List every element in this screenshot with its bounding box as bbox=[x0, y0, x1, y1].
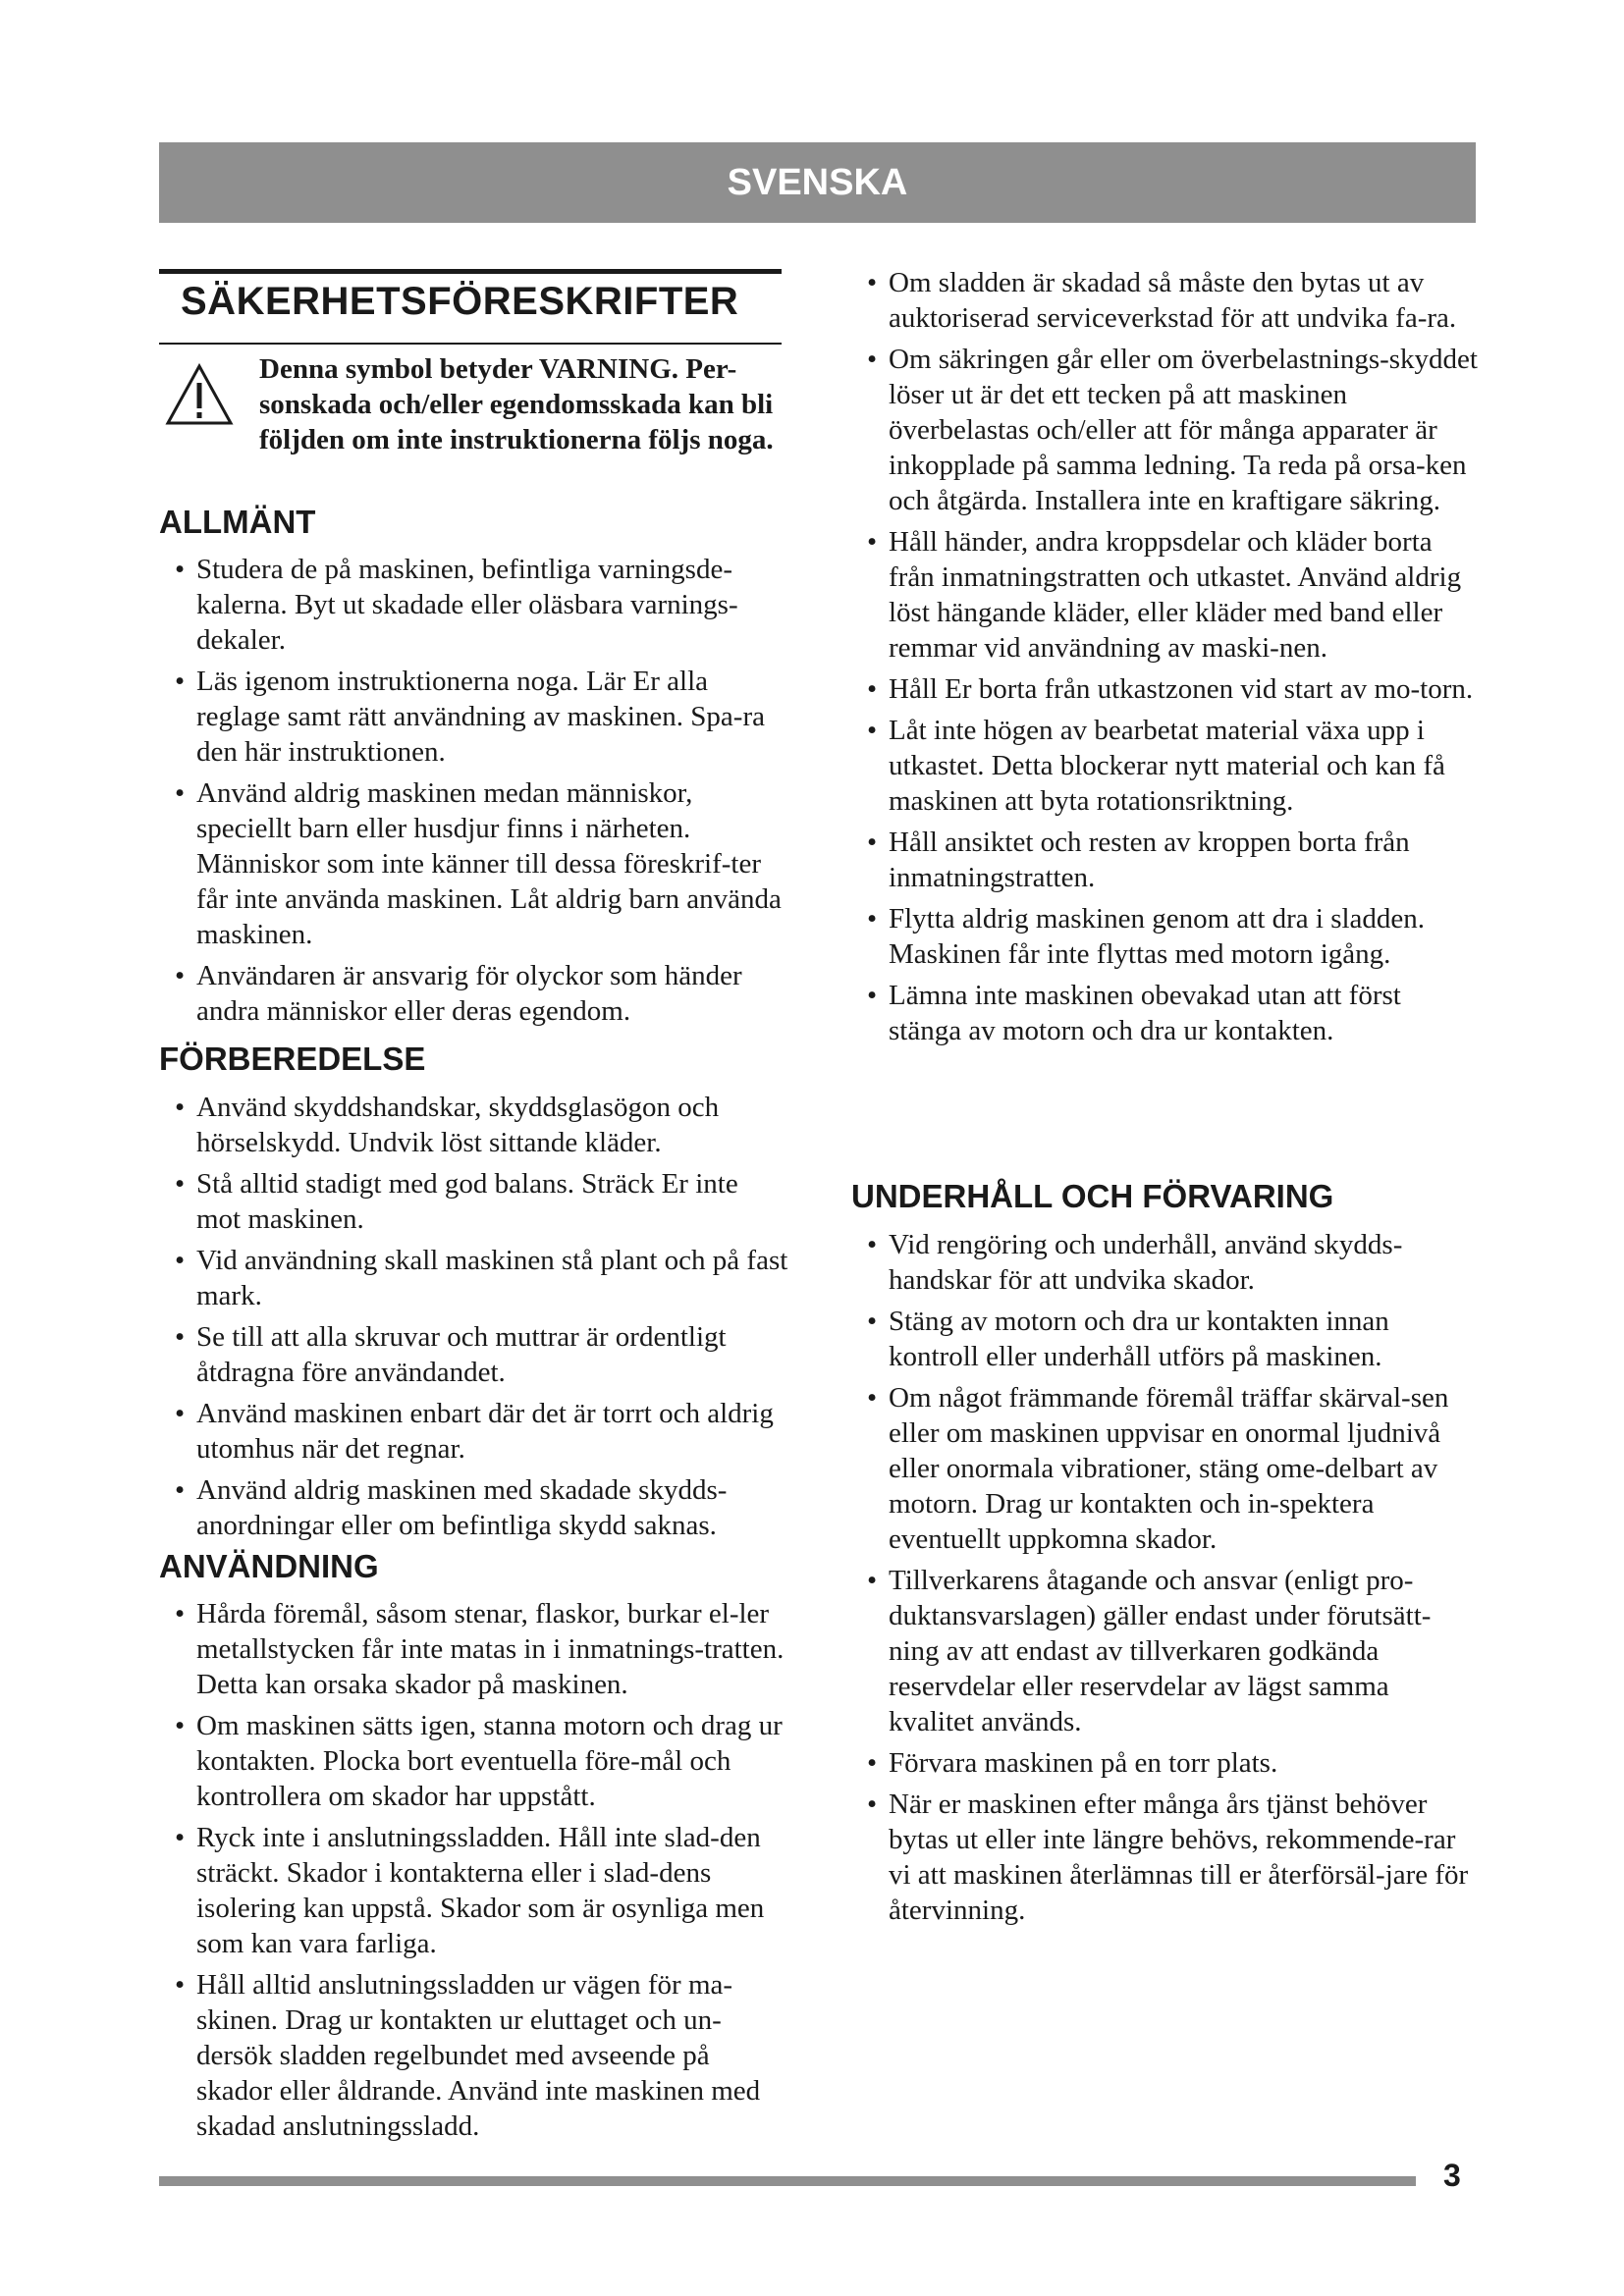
list-item: • Se till att alla skruvar och muttrar är ordentligt åtdragna före användandet. bbox=[175, 1321, 727, 1388]
footer-rule bbox=[159, 2176, 1416, 2186]
list-item: • Om säkringen går eller om överbelastnings-skyddet löser ut är det ett tecken på att maskinen överbelastas och/eller att för många apparater är inkopplade på samma ledning. Ta reda på orsa-ken och åtgärda. Installera inte en kraftigare säkring. bbox=[867, 344, 1478, 516]
list-anvandning bbox=[159, 1596, 789, 2150]
section-heading-underhall: UNDERHÅLL OCH FÖRVARING bbox=[851, 1178, 1334, 1214]
list-item: • Använd skyddshandskar, skyddsglasögon och hörselskydd. Undvik löst sittande kläder. bbox=[175, 1092, 720, 1158]
language-banner bbox=[159, 142, 1591, 223]
list-forberedelse bbox=[159, 1090, 789, 1549]
section-heading-allmant: ALLMÄNT bbox=[159, 504, 316, 540]
list-item: • Tillverkarens åtagande och ansvar (enligt pro-duktansvarslagen) gäller endast under förutsätt-ning av att endast av tillverkaren godkända reservdelar eller reservdelar av lägst samma kvalitet används. bbox=[867, 1565, 1432, 1737]
section-heading-anvandning: ANVÄNDNING bbox=[159, 1548, 379, 1584]
list-anvandning-continued bbox=[851, 265, 1480, 1054]
list-item: • Om maskinen sätts igen, stanna motorn och drag ur kontakten. Plocka bort eventuella före-mål och kontrollera om skador har uppstått. bbox=[175, 1710, 783, 1812]
list-item: • Förvara maskinen på en torr plats. bbox=[867, 1747, 1278, 1779]
list-item: • Studera de på maskinen, befintliga varningsde-kalerna. Byt ut skadade eller oläsbara varnings-dekaler. bbox=[175, 554, 738, 656]
banner-title: SVENSKA bbox=[727, 162, 908, 203]
page-number: 3 bbox=[1443, 2158, 1461, 2193]
list-item: • Låt inte högen av bearbetat material växa upp i utkastet. Detta blockerar nytt material och kan få maskinen att byta rotationsriktning. bbox=[867, 715, 1445, 817]
list-item: • Håll händer, andra kroppsdelar och kläder borta från inmatningstratten och utkastet. Använd aldrig löst hängande kläder, eller kläder med band eller remmar vid användning av maski-nen. bbox=[867, 526, 1462, 664]
list-item: • Stäng av motorn och dra ur kontakten innan kontroll eller underhåll utförs på maskinen. bbox=[867, 1306, 1389, 1372]
list-item: • Använd maskinen enbart där det är torrt och aldrig utomhus när det regnar. bbox=[175, 1398, 774, 1465]
list-item: • Läs igenom instruktionerna noga. Lär Er alla reglage samt rätt användning av maskinen. Spa-ra den här instruktionen. bbox=[175, 666, 765, 768]
list-item: • Användaren är ansvarig för olyckor som händer andra människor eller deras egendom. bbox=[175, 960, 742, 1027]
warning-triangle-icon bbox=[165, 363, 234, 426]
page-title: SÄKERHETSFÖRESKRIFTER bbox=[181, 280, 739, 323]
warning-text: Denna symbol betyder VARNING. Per-sonskada och/eller egendomsskada kan bli följden om inte instruktionerna följs noga. bbox=[259, 353, 774, 455]
list-item: • Lämna inte maskinen obevakad utan att först stänga av motorn och dra ur kontakten. bbox=[867, 980, 1401, 1046]
list-item: • Håll Er borta från utkastzonen vid start av mo-torn. bbox=[867, 673, 1474, 705]
list-item: • Ryck inte i anslutningssladden. Håll inte slad-den sträckt. Skador i kontakterna eller i slad-dens isolering kan uppstå. Skador som är osynliga men som kan vara farliga. bbox=[175, 1822, 765, 1959]
list-item: • Använd aldrig maskinen medan människor, speciellt barn eller husdjur finns i närheten. Människor som inte känner till dessa föreskrif-ter får inte använda maskinen. Låt aldrig barn använda maskinen. bbox=[175, 777, 782, 950]
list-item: • Vid rengöring och underhåll, använd skydds-handskar för att undvika skador. bbox=[867, 1229, 1403, 1296]
list-item: • Om något främmande föremål träffar skärval-sen eller om maskinen uppvisar en onormal ljudnivå eller onormala vibrationer, stäng ome-delbart av motorn. Drag ur kontakten och in-spektera eventuellt uppkomna skador. bbox=[867, 1382, 1449, 1555]
list-item: • Håll ansiktet och resten av kroppen borta från inmatningstratten. bbox=[867, 827, 1410, 893]
main-title-box bbox=[159, 269, 782, 345]
list-item: • Flytta aldrig maskinen genom att dra i sladden. Maskinen får inte flyttas med motorn igång. bbox=[867, 903, 1426, 970]
list-item: • Vid användning skall maskinen stå plant och på fast mark. bbox=[175, 1245, 788, 1311]
list-allmant bbox=[159, 552, 789, 1035]
list-item: • Om sladden är skadad så måste den bytas ut av auktoriserad serviceverkstad för att undvika fa-ra. bbox=[867, 267, 1457, 334]
list-underhall bbox=[851, 1227, 1480, 1934]
warning-notice bbox=[159, 351, 787, 499]
list-item: • Håll alltid anslutningssladden ur vägen för ma-skinen. Drag ur kontakten ur eluttaget och un-dersök sladden regelbundet med avseende på skador eller åldrande. Använd inte maskinen med skadad anslutningssladd. bbox=[175, 1969, 761, 2142]
list-item: • När er maskinen efter många års tjänst behöver bytas ut eller inte längre behövs, rekommende-rar vi att maskinen återlämnas till er återförsäl-jare för återvinning. bbox=[867, 1789, 1469, 1926]
list-item: • Hårda föremål, såsom stenar, flaskor, burkar el-ler metallstycken får inte matas in i inmatnings-tratten. Detta kan orsaka skador på maskinen. bbox=[175, 1598, 785, 1700]
section-heading-forberedelse: FÖRBEREDELSE bbox=[159, 1041, 426, 1077]
list-item: • Använd aldrig maskinen med skadade skydds-anordningar eller om befintliga skydd saknas. bbox=[175, 1474, 728, 1541]
list-item: • Stå alltid stadigt med god balans. Sträck Er inte mot maskinen. bbox=[175, 1168, 738, 1235]
language-code-badge: SV bbox=[1538, 158, 1602, 205]
